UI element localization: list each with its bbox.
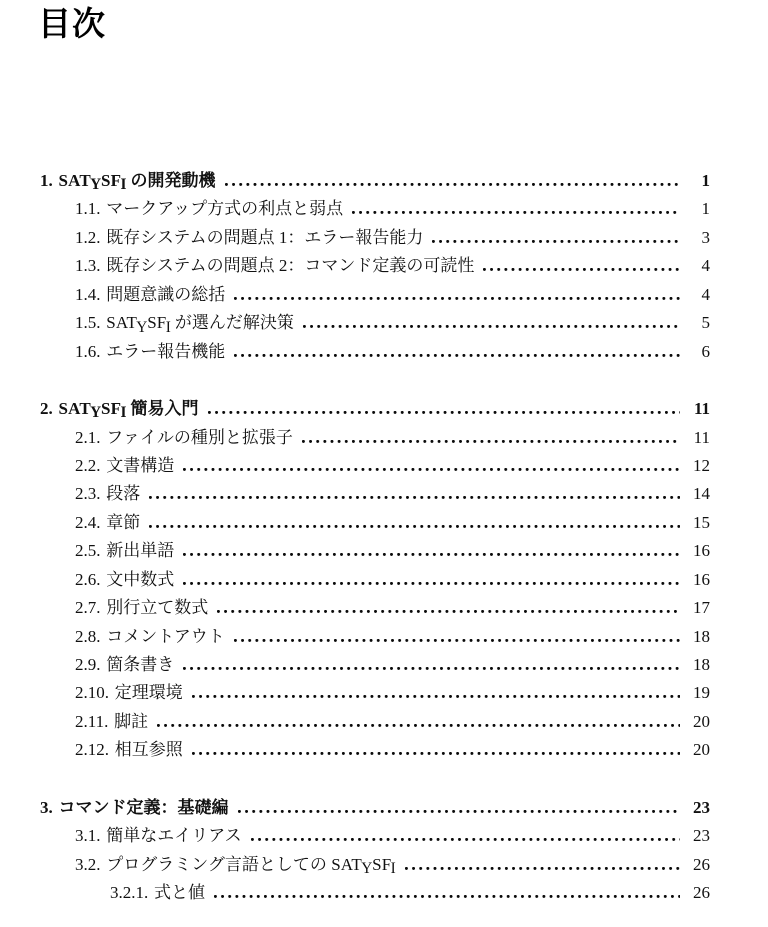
toc-dot-leader <box>183 667 680 670</box>
toc-dot-leader <box>302 440 680 443</box>
toc-entry-title: 既存システムの問題点 1：エラー報告能力 <box>106 227 424 247</box>
toc-page-number: 5 <box>701 313 710 333</box>
satysfi-logo: SATYSFI <box>331 854 396 877</box>
toc-entry[interactable] <box>40 565 710 593</box>
toc-entry-title: 定理環境 <box>114 683 183 703</box>
toc-entry-number: 2.2. <box>75 455 101 475</box>
toc-entry-title: ファイルの種別と拡張子 <box>106 427 293 447</box>
toc-entry-title: SATYSFI の開発動機 <box>58 171 216 194</box>
toc-section-header[interactable] <box>40 166 710 194</box>
toc-entry-title: 相互参照 <box>114 740 183 760</box>
toc-entry-number: 2.7. <box>75 598 101 618</box>
toc-entry[interactable] <box>40 850 710 878</box>
toc-entry[interactable] <box>40 622 710 650</box>
toc-section <box>40 394 710 764</box>
toc-dot-leader <box>208 411 680 414</box>
toc-page-number: 16 <box>693 541 710 561</box>
toc-entry-number: 2.12. <box>75 740 109 760</box>
toc-entry-title: 脚註 <box>114 711 149 731</box>
toc-page-number: 4 <box>701 256 710 276</box>
toc-entry-number: 1.3. <box>75 256 101 276</box>
toc-page-number: 6 <box>701 341 710 361</box>
toc-entry-number: 2.8. <box>75 626 101 646</box>
toc-section-header[interactable] <box>40 793 710 821</box>
toc-entry-title: 既存システムの問題点 2：コマンド定義の可読性 <box>106 256 475 276</box>
toc-page-number: 18 <box>693 626 710 646</box>
toc-page-number: 26 <box>693 854 710 874</box>
toc-entry-title: 別行立て数式 <box>106 598 209 618</box>
toc-entry-number: 2.5. <box>75 541 101 561</box>
toc-section-header[interactable] <box>40 394 710 422</box>
toc-page-number: 23 <box>693 826 710 846</box>
toc-dot-leader <box>303 325 680 328</box>
toc-entry-title: マークアップ方式の利点と弱点 <box>106 199 344 219</box>
toc-entry[interactable] <box>40 821 710 849</box>
toc-entry-title: プログラミング言語としての SATYSFI <box>106 854 396 877</box>
toc-dot-leader <box>405 867 680 870</box>
toc-dot-leader <box>225 183 680 186</box>
toc-entry-title: 新出単語 <box>106 541 175 561</box>
table-of-contents <box>40 166 710 907</box>
toc-page-number: 17 <box>693 598 710 618</box>
toc-entry-title: コメントアウト <box>106 626 225 646</box>
toc-dot-leader <box>251 838 680 841</box>
toc-dot-leader <box>149 525 680 528</box>
toc-entry-title: 式と値 <box>154 883 206 903</box>
toc-entry[interactable] <box>40 650 710 678</box>
toc-entry-number: 2.4. <box>75 512 101 532</box>
toc-entry-title: SATYSFI 簡易入門 <box>58 399 199 422</box>
toc-entry[interactable] <box>40 707 710 735</box>
toc-entry-title: SATYSFI が選んだ解決策 <box>106 313 294 336</box>
toc-dot-leader <box>192 695 680 698</box>
toc-entry-title: 問題意識の総括 <box>106 284 226 304</box>
toc-section <box>40 793 710 907</box>
toc-section <box>40 166 710 365</box>
toc-entry-number: 2. <box>40 399 53 419</box>
toc-page-number: 18 <box>693 655 710 674</box>
toc-entry-title: 箇条書き <box>106 655 175 674</box>
toc-entry[interactable] <box>40 223 710 251</box>
toc-entry-number: 2.11. <box>75 711 109 731</box>
toc-dot-leader <box>234 354 680 357</box>
toc-page-number: 16 <box>693 569 710 589</box>
toc-entry[interactable] <box>40 479 710 507</box>
toc-page-number: 1 <box>701 171 710 190</box>
toc-entry[interactable] <box>40 251 710 279</box>
toc-dot-leader <box>234 639 680 642</box>
toc-entry-title: コマンド定義：基礎編 <box>58 797 229 817</box>
toc-dot-leader <box>217 610 680 613</box>
toc-page-number: 15 <box>693 512 710 532</box>
toc-entry-number: 3.2. <box>75 854 101 874</box>
toc-page-number: 23 <box>693 797 710 817</box>
satysfi-logo: SATYSFI <box>58 171 127 194</box>
toc-dot-leader <box>149 496 680 499</box>
toc-dot-leader <box>157 724 680 727</box>
toc-dot-leader <box>183 468 680 471</box>
toc-page-number: 3 <box>701 227 710 247</box>
toc-entry[interactable] <box>40 451 710 479</box>
page-title: 目次 <box>38 5 106 42</box>
toc-entry-title: 簡単なエイリアス <box>106 826 242 846</box>
toc-dot-leader <box>214 895 680 898</box>
toc-entry-number: 1. <box>40 171 53 190</box>
toc-entry[interactable] <box>40 508 710 536</box>
toc-entry-title: 段落 <box>106 484 141 504</box>
toc-page-number: 4 <box>701 284 710 304</box>
toc-entry-number: 2.10. <box>75 683 109 703</box>
toc-entry-number: 3.2.1. <box>110 883 149 903</box>
toc-entry-number: 1.5. <box>75 313 101 333</box>
toc-entry[interactable] <box>40 337 710 365</box>
toc-page-number: 11 <box>693 399 710 419</box>
toc-entry-number: 1.4. <box>75 284 101 304</box>
toc-page-number: 26 <box>693 883 710 903</box>
toc-page-number: 14 <box>693 484 710 504</box>
toc-entry[interactable] <box>40 423 710 451</box>
toc-entry[interactable] <box>40 678 710 706</box>
toc-dot-leader <box>192 752 680 755</box>
satysfi-logo: SATYSFI <box>58 399 127 422</box>
toc-page-number: 19 <box>693 683 710 703</box>
toc-dot-leader <box>234 297 680 300</box>
toc-page-number: 20 <box>693 711 710 731</box>
toc-entry[interactable] <box>40 194 710 222</box>
toc-entry-number: 3. <box>40 797 53 817</box>
toc-dot-leader <box>432 240 680 243</box>
toc-entry[interactable] <box>40 878 710 906</box>
toc-entry-number: 1.2. <box>75 227 101 247</box>
toc-dot-leader <box>483 268 680 271</box>
toc-entry-number: 1.6. <box>75 341 101 361</box>
toc-entry-title: 文書構造 <box>106 455 175 475</box>
toc-dot-leader <box>183 582 680 585</box>
toc-entry-number: 2.3. <box>75 484 101 504</box>
toc-entry[interactable] <box>40 735 710 763</box>
toc-entry[interactable] <box>40 280 710 308</box>
toc-entry-number: 1.1. <box>75 199 101 219</box>
toc-entry-title: 章節 <box>106 512 141 532</box>
toc-entry-title: エラー報告機能 <box>106 341 226 361</box>
toc-dot-leader <box>352 211 680 214</box>
toc-entry-number: 2.9. <box>75 655 101 674</box>
toc-page-number: 11 <box>693 427 710 447</box>
toc-entry[interactable] <box>40 536 710 564</box>
toc-page-number: 12 <box>693 455 710 475</box>
toc-entry-number: 2.6. <box>75 569 101 589</box>
toc-entry-number: 2.1. <box>75 427 101 447</box>
toc-entry-number: 3.1. <box>75 826 101 846</box>
toc-page-number: 20 <box>693 740 710 760</box>
satysfi-logo: SATYSFI <box>106 313 171 336</box>
toc-entry[interactable] <box>40 593 710 621</box>
toc-dot-leader <box>183 553 680 556</box>
toc-entry[interactable] <box>40 308 710 336</box>
toc-entry-title: 文中数式 <box>106 569 175 589</box>
toc-page-number: 1 <box>701 199 710 219</box>
toc-dot-leader <box>238 810 680 813</box>
